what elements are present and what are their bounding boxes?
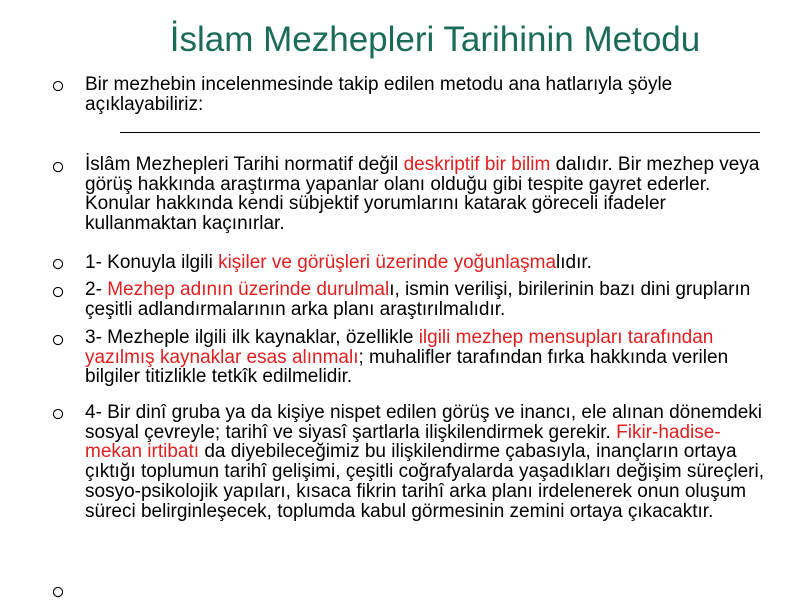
- bullet-text: 1- Konuyla ilgili: [85, 252, 219, 273]
- slide-title: İslam Mezhepleri Tarihinin Metodu: [169, 20, 701, 59]
- bullet-text: ; muhalifler tarafından fırka hakkında verilen bilgiler titizlikle tetkîk edilmelidir.: [85, 346, 729, 388]
- hollow-circle-icon: [52, 334, 64, 346]
- highlighted-text: kişiler ve görüşleri üzerinde yoğunlaşma: [218, 252, 557, 273]
- bullet-text: da diyebileceğimiz bu ilişkilendirme çabasıyla, inançların ortaya çıktığı toplumun tarihî gelişimi, çeşitli coğrafyalarda yaşadıkları değişim süreçleri, sosyo-psikolojik yapıları, kısaca fikrin tarihî arka planı irdelenerek onun oluşum süreci belirginleşecek, toplumda kabul görmesinin zemini ortaya çıkacaktır.: [85, 441, 764, 522]
- bullet-text: Bir mezhebin incelenmesinde takip edilen metodu ana hatlarıyla şöyle açıklayabiliriz:: [85, 74, 673, 115]
- bullet-text: lıdır.: [556, 252, 592, 273]
- bullet-item: [85, 328, 770, 387]
- highlighted-text: Fikir-hadise-mekan irtibatı: [85, 421, 721, 463]
- highlighted-text: Mezhep adının üzerinde durulmal: [107, 279, 390, 300]
- bullet-text: ı, ismin verilişi, birilerinin bazı dini grupların çeşitli adlandırmalarının arka planı araştırılmalıdır.: [85, 279, 751, 320]
- highlighted-text: ilgili mezhep mensupları tarafından yazılmış kaynaklar esas alınmalı: [85, 327, 714, 368]
- bullet-item: [85, 280, 770, 319]
- bullet-item: [85, 253, 770, 273]
- hollow-circle-icon: [52, 408, 64, 420]
- bullet-text: dalıdır. Bir mezhep veya görüş hakkında araştırma yapanlar olanı olduğu gibi tespite gayret ederler. Konular hakkında kendi sübjektif yorumlarını katarak göreceli ifadeler kullanmaktan kaçınırlar.: [85, 154, 760, 235]
- bullet-item: [85, 403, 770, 521]
- hollow-circle-icon: [52, 258, 64, 270]
- bullet-item: [85, 75, 770, 114]
- bullet-text: 2-: [85, 279, 108, 300]
- bullet-item: [85, 155, 770, 234]
- hollow-circle-icon: [52, 80, 64, 92]
- highlighted-text: deskriptif bir bilim: [403, 154, 551, 175]
- hollow-circle-icon: [52, 286, 64, 298]
- bullet-text: 3- Mezheple ilgili ilk kaynaklar, özellikle: [85, 327, 419, 348]
- hollow-circle-icon: [52, 161, 64, 173]
- bullet-text: 4- Bir dinî gruba ya da kişiye nispet edilen görüş ve inancı, ele alınan dönemdeki sosyal çevreyle; tarihî ve siyasî şartlarla ilişkilendirmek gerekir.: [85, 402, 763, 443]
- divider-line: [120, 132, 760, 133]
- bullet-text: İslâm Mezhepleri Tarihi normatif değil: [85, 154, 404, 175]
- hollow-circle-icon: [52, 586, 64, 598]
